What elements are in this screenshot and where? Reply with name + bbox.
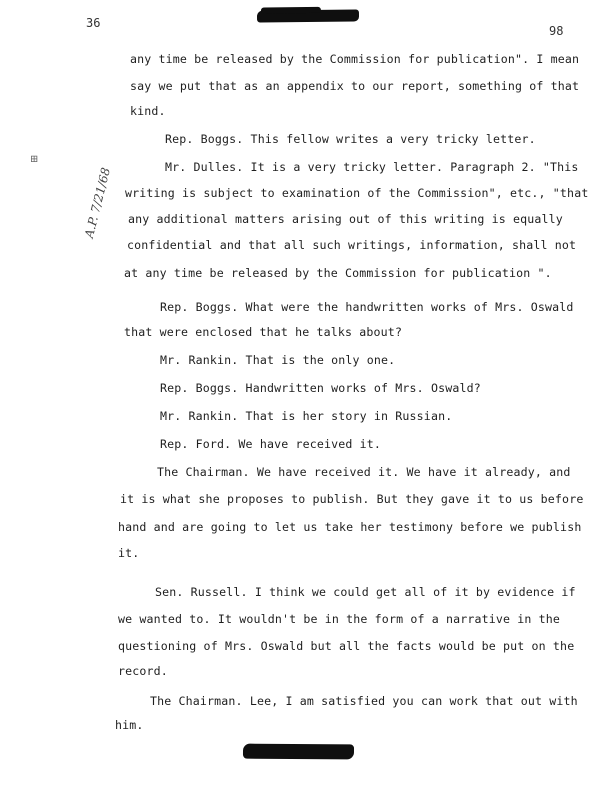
- text-line: Mr. Dulles. It is a very tricky letter. Paragraph 2. "This: [165, 160, 579, 174]
- text-line: Rep. Boggs. What were the handwritten works of Mrs. Oswald: [160, 300, 574, 314]
- text-line: confidential and that all such writings, information, shall not: [127, 238, 577, 252]
- text-line: Mr. Rankin. That is her story in Russian.: [160, 409, 453, 423]
- top-redaction-bar: [257, 9, 359, 22]
- text-line: any time be released by the Commission for publication". I mean: [130, 52, 580, 66]
- text-line: at any time be released by the Commission for publication ".: [124, 266, 552, 280]
- text-line: Rep. Ford. We have received it.: [160, 437, 382, 451]
- text-line: it is what she proposes to publish. But they gave it to us before: [120, 492, 584, 506]
- text-line: that were enclosed that he talks about?: [124, 325, 403, 339]
- text-line: questioning of Mrs. Oswald but all the facts would be put on the: [118, 639, 575, 653]
- bottom-redaction-bar: [243, 744, 354, 760]
- text-line: him.: [115, 718, 144, 732]
- handwritten-margin-note: A.P. 7/21/68: [82, 166, 114, 240]
- text-line: Rep. Boggs. Handwritten works of Mrs. Oswald?: [160, 381, 481, 395]
- text-line: Sen. Russell. I think we could get all of it by evidence if: [155, 585, 576, 599]
- text-line: we wanted to. It wouldn't be in the form of a narrative in the: [118, 612, 561, 626]
- text-line: kind.: [130, 104, 166, 118]
- margin-mark: ⊞: [30, 154, 39, 165]
- text-line: it.: [118, 546, 140, 560]
- left-page-number: 36: [86, 16, 101, 30]
- text-line: The Chairman. We have received it. We have it already, and: [157, 465, 571, 479]
- text-line: Mr. Rankin. That is the only one.: [160, 353, 396, 367]
- text-line: record.: [118, 664, 168, 678]
- text-line: any additional matters arising out of this writing is equally: [128, 212, 563, 226]
- text-line: say we put that as an appendix to our report, something of that: [130, 79, 580, 93]
- text-line: Rep. Boggs. This fellow writes a very tricky letter.: [165, 132, 536, 146]
- right-page-number: 98: [549, 24, 564, 38]
- text-line: writing is subject to examination of the Commission", etc., "that: [125, 186, 589, 200]
- text-line: hand and are going to let us take her testimony before we publish: [118, 520, 582, 534]
- text-line: The Chairman. Lee, I am satisfied you can work that out with: [150, 694, 578, 708]
